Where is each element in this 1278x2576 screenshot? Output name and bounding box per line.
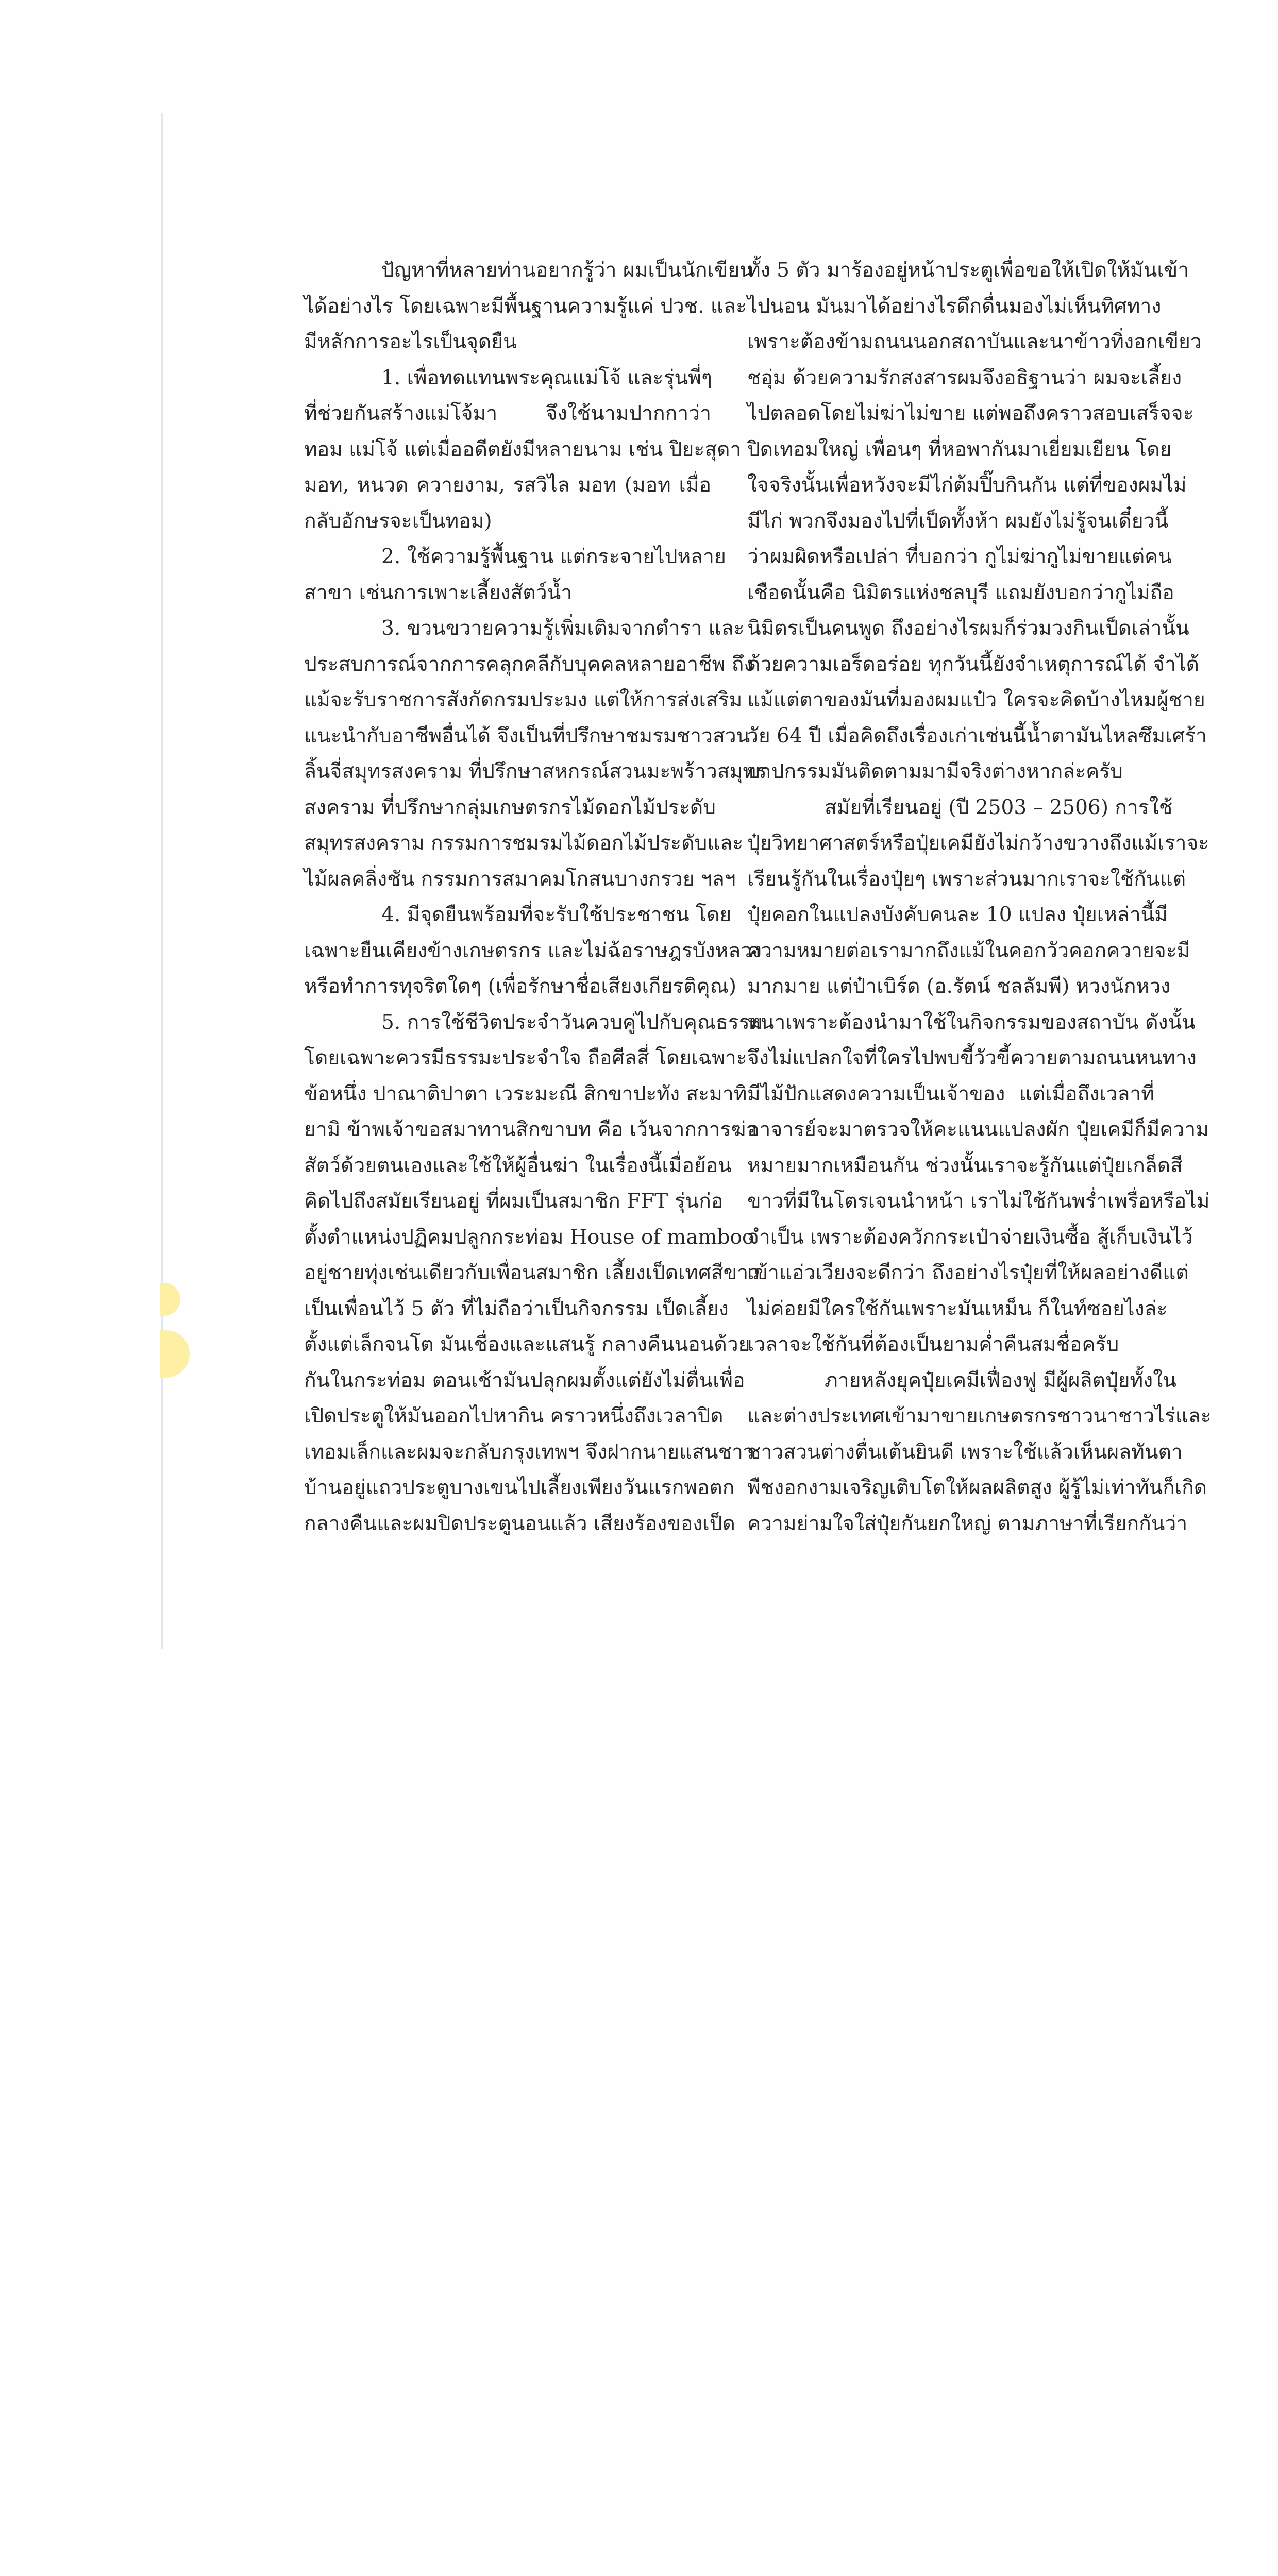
text-line: หมายมากเหมือนกัน ช่วงนั้นเราจะรู้กันแต่ปุ๋ยเกล็ดสี <box>747 1154 1183 1177</box>
text-line: เป็นเพื่อนไว้ 5 ตัว ที่ไม่ถือว่าเป็นกิจกรรม เป็ดเลี้ยง <box>304 1297 729 1320</box>
text-line: วัย 64 ปี เมื่อคิดถึงเรื่องเก่าเช่นนี้น้ำตามันไหลซึมเศร้า <box>747 724 1207 748</box>
text-line: จึงไม่แปลกใจที่ใครไปพบขี้วัวขี้ควายตามถนนหนทาง <box>747 1046 1197 1070</box>
yellow-highlight-mark <box>160 1283 180 1316</box>
yellow-highlight-mark <box>160 1330 190 1378</box>
text-line: ตั้งตำแหน่งปฏิคมปลูกกระท่อม House of mamboo <box>304 1225 754 1249</box>
text-line: แม้แต่ตาของมันที่มองผมแป๋ว ใครจะคิดบ้างไหมผู้ชาย <box>747 688 1205 711</box>
text-line: ปุ๋ยคอกในแปลงบังคับคนละ 10 แปลง ปุ๋ยเหล่านี้มี <box>747 903 1168 926</box>
text-line: ความย่ามใจใส่ปุ๋ยกันยกใหญ่ ตามภาษาที่เรียกกันว่า <box>747 1512 1188 1535</box>
text-line: กลางคืนและผมปิดประตูนอนแล้ว เสียงร้องของเป็ด <box>304 1512 735 1535</box>
page-footer <box>0 1587 1278 1690</box>
text-line: มอท, หนวด ควายงาม, รสวิไล มอท (มอท เมื่อ <box>304 473 711 497</box>
text-line: บ้านอยู่แถวประตูบางเขนไปเลี้ยงเพียงวันแรกพอตก <box>304 1476 735 1499</box>
text-line: สงคราม ที่ปรึกษากลุ่มเกษตรกรไม้ดอกไม้ประดับ <box>304 795 716 819</box>
text-line: ทอม แม่โจ้ แต่เมื่ออดีตยังมีหลายนาม เช่น ปิยะสุดา <box>304 437 742 461</box>
text-line: มากมาย แต่ป๋าเบิร์ด (อ.รัตน์ ชลลัมพี) หวงนักหวง <box>747 975 1171 998</box>
text-line: ปุ๋ยวิทยาศาสตร์หรือปุ๋ยเคมียังไม่กว้างขวางถึงแม้เราจะ <box>747 832 1209 855</box>
text-line: 5. การใช้ชีวิตประจำวันควบคู่ไปกับคุณธรรม <box>381 1010 763 1034</box>
text-line: อยู่ชายทุ่งเช่นเดียวกับเพื่อนสมาชิก เลี้ยงเป็ดเทศสีขาว <box>304 1261 760 1284</box>
text-line: ที่ช่วยกันสร้างแม่โจ้มา จึงใช้นามปากกาว่า <box>304 402 711 425</box>
text-line: สมัยที่เรียนอยู่ (ปี 2503 – 2506) การใช้ <box>825 795 1173 819</box>
text-line: ได้อย่างไร โดยเฉพาะมีพื้นฐานความรู้แค่ ปวช. และ <box>304 294 747 318</box>
text-line: ประสบการณ์จากการคลุกคลีกับบุคคลหลายอาชีพ ถึง <box>304 652 754 676</box>
text-line: บาปกรรมมันติดตามมามีจริงต่างหากล่ะครับ <box>747 760 1123 783</box>
text-line: นิมิตรเป็นคนพูด ถึงอย่างไรผมก็ร่วมวงกินเป็ดเล่านั้น <box>747 617 1189 640</box>
text-line: ปิดเทอมใหญ่ เพื่อนๆ ที่หอพากันมาเยี่ยมเยียน โดย <box>747 437 1172 461</box>
text-line: แม้จะรับราชการสังกัดกรมประมง แต่ให้การส่งเสริม <box>304 688 743 711</box>
text-line: ลิ้นจี่สมุทรสงคราม ที่ปรึกษาสหกรณ์สวนมะพร้าวสมุทร <box>304 760 767 783</box>
text-line: เวลาจะใช้กันที่ต้องเป็นยามค่ำคืนสมชื่อครับ <box>747 1333 1119 1356</box>
text-line: คิดไปถึงสมัยเรียนอยู่ ที่ผมเป็นสมาชิก FFT รุ่นก่อ <box>304 1190 724 1213</box>
text-line: ข้อหนึ่ง ปาณาติปาตา เวระมะณี สิกขาปะทัง สะมาทิ <box>304 1082 747 1106</box>
text-line: ว่าผมผิดหรือเปล่า ที่บอกว่า กูไม่ฆ่ากูไม่ขายแต่คน <box>747 545 1172 568</box>
text-line: ไปนอน มันมาได้อย่างไรดึกดื่นมองไม่เห็นทิศทาง <box>747 294 1162 318</box>
text-line: ความหมายต่อเรามากถึงแม้ในคอกวัวคอกควายจะมี <box>747 939 1190 962</box>
text-line: อาจารย์จะมาตรวจให้คะแนนแปลงผัก ปุ๋ยเคมีก็มีความ <box>747 1118 1209 1141</box>
right-column <box>747 252 1212 1541</box>
text-line: มีไม้ปักแสดงความเป็นเจ้าของ แต่เมื่อถึงเวลาที่ <box>747 1082 1154 1106</box>
text-line: 2. ใช้ความรู้พื้นฐาน แต่กระจายไปหลาย <box>381 545 726 568</box>
text-line: ยามิ ข้าพเจ้าขอสมาทานสิกขาบท คือ เว้นจากการฆ่า <box>304 1118 758 1141</box>
text-line: แนะนำกับอาชีพอื่นได้ จึงเป็นที่ปรึกษาชมรมชาวสวน <box>304 724 750 748</box>
text-line: สาขา เช่นการเพาะเลี้ยงสัตว์น้ำ <box>304 581 573 604</box>
text-line: โดยเฉพาะควรมีธรรมะประจำใจ ถือศีลสี่ โดยเฉพาะ <box>304 1046 747 1070</box>
text-line: ทั้ง 5 ตัว มาร้องอยู่หน้าประตูเพื่อขอให้เปิดให้มันเข้า <box>747 259 1189 282</box>
text-line: จำเป็น เพราะต้องควักกระเป๋าจ่ายเงินซื้อ สู้เก็บเงินไว้ <box>747 1225 1193 1249</box>
text-line: ไปตลอดโดยไม่ฆ่าไม่ขาย แต่พอถึงคราวสอบเสร็จจะ <box>747 402 1194 425</box>
page-edge-line <box>161 113 163 1649</box>
text-line: เข้าแอ่วเวียงจะดีกว่า ถึงอย่างไรปุ๋ยที่ให้ผลอย่างดีแต่ <box>747 1261 1189 1284</box>
text-line: เรียนรู้กันในเรื่องปุ๋ยๆ เพราะส่วนมากเราจะใช้กันแต่ <box>747 867 1186 891</box>
text-line: เพราะต้องข้ามถนนนอกสถาบันและนาข้าวทิ่งอกเขียว <box>747 330 1202 353</box>
text-line: หรือทำการทุจริตใดๆ (เพื่อรักษาชื่อเสียงเกียรติคุณ) <box>304 975 737 998</box>
text-line: มีไก่ พวกจึงมองไปที่เป็ดทั้งห้า ผมยังไม่รู้จนเดี๋ยวนี้ <box>747 509 1169 533</box>
text-line: เปิดประตูให้มันออกไปหากิน คราวหนึ่งถึงเวลาปิด <box>304 1404 724 1428</box>
left-column <box>304 252 767 1541</box>
text-line: ภายหลังยุคปุ๋ยเคมีเฟื่องฟู มีผู้ผลิตปุ๋ยทั้งใน <box>825 1368 1176 1392</box>
text-line: พืชงอกงามเจริญเติบโตให้ผลผลิตสูง ผู้รู้ไม่เท่าทันก็เกิด <box>747 1476 1207 1499</box>
text-line: สัตว์ด้วยตนเองและใช้ให้ผู้อื่นฆ่า ในเรื่องนี้เมื่อย้อน <box>304 1154 732 1177</box>
text-line: ขาวที่มีในโตรเจนนำหน้า เราไม่ใช้กันพร่ำเพรื่อหรือไม่ <box>747 1190 1210 1213</box>
text-line: เฉพาะยืนเคียงข้างเกษตรกร และไม่ฉ้อราษฎรบังหลวง <box>304 939 762 962</box>
text-line: 4. มีจุดยืนพร้อมที่จะรับใช้ประชาชน โดย <box>381 903 732 926</box>
text-line: ด้วยความเอร็ดอร่อย ทุกวันนี้ยังจำเหตุการณ์ได้ จำได้ <box>747 652 1199 676</box>
text-line: เชือดนั้นคือ นิมิตรแห่งชลบุรี แถมยังบอกว่ากูไม่ถือ <box>747 581 1174 604</box>
text-line: กลับอักษรจะเป็นทอม) <box>304 509 492 533</box>
text-line: มีหลักการอะไรเป็นจุดยืน <box>304 330 517 353</box>
text-line: และต่างประเทศเข้ามาขายเกษตรกรชาวนาชาวไร่และ <box>747 1404 1212 1428</box>
text-line: 3. ขวนขวายความรู้เพิ่มเติมจากตำรา และ <box>381 617 745 640</box>
text-line: สมุทรสงคราม กรรมการชมรมไม้ดอกไม้ประดับและ <box>304 832 744 855</box>
text-line: ชาวสวนต่างตื่นเต้นยินดี เพราะใช้แล้วเห็นผลทันตา <box>747 1440 1183 1464</box>
text-line: กันในกระท่อม ตอนเช้ามันปลุกผมตั้งแต่ยังไม่ตื่นเพื่อ <box>304 1368 745 1392</box>
text-line: ปัญหาที่หลายท่านอยากรู้ว่า ผมเป็นนักเขียน <box>381 259 753 282</box>
text-line: ตั้งแต่เล็กจนโต มันเชื่องและแสนรู้ กลางคืนนอนด้วย <box>304 1333 750 1356</box>
text-line: ไม่ค่อยมีใครใช้กันเพราะมันเหม็น ก็ในท์ซอยไงล่ะ <box>747 1297 1168 1320</box>
text-line: ชอุ่ม ด้วยความรักสงสารผมจึงอธิฐานว่า ผมจะเลี้ยง <box>747 366 1182 389</box>
text-line: ใจจริงนั้นเพื่อหวังจะมีไก่ต้มปิ๊บกินกัน แต่ที่ของผมไม่ <box>747 473 1187 497</box>
text-line: ไม้ผลคลิ่งชัน กรรมการสมาคมโกสนบางกรวย ฯลฯ <box>304 867 736 891</box>
text-line: หนาเพราะต้องนำมาใช้ในกิจกรรมของสถาบัน ดังนั้น <box>747 1010 1196 1034</box>
text-line: 1. เพื่อทดแทนพระคุณแม่โจ้ และรุ่นพี่ๆ <box>381 366 712 389</box>
text-line: เทอมเล็กและผมจะกลับกรุงเทพฯ จึงฝากนายแสนชาว <box>304 1440 754 1464</box>
